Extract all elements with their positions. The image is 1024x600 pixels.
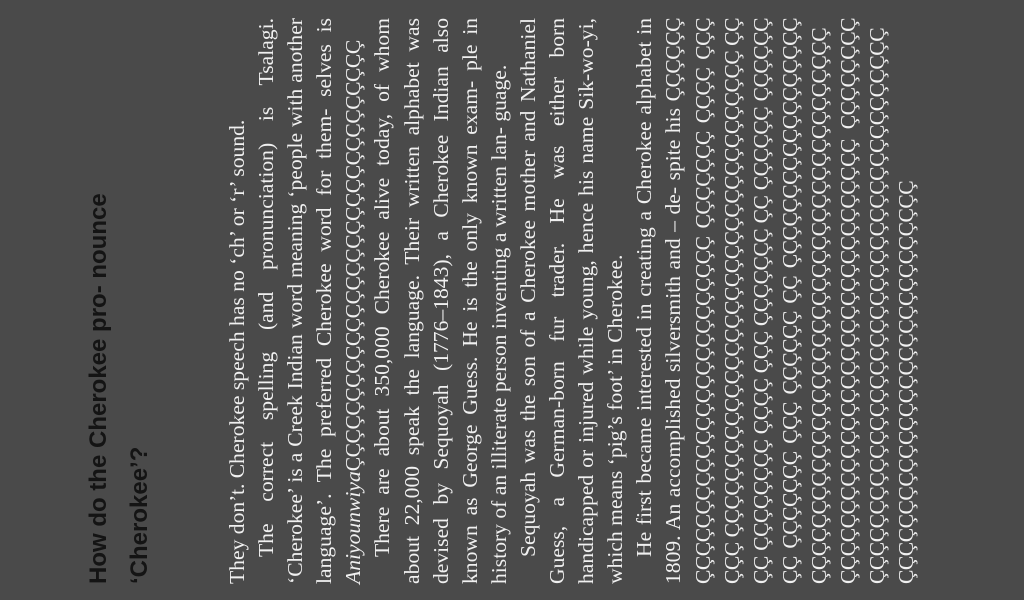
italic-term: Aniyounwiya: [341, 471, 366, 584]
paragraph-text: He first became interested in creating a Cherokee alphabet in 1809. An accomplished silversmith and – de- spite his: [632, 18, 686, 584]
paragraph-text: Sequoyah was the son of a Cherokee mother and Nathaniel Guess, a German-born fur trader. He was either born handicapped or injured while young, hence his name Sik-wo-yi, which means ‘pig’s foot’ in Cherokee.: [515, 18, 628, 584]
paragraph: [252, 18, 368, 584]
paragraph: [368, 18, 513, 584]
paragraph: [630, 18, 921, 584]
chapter-heading: How do the Cherokee pro- nounce ‘Cherokee’?: [85, 193, 153, 584]
article-body: [223, 18, 921, 584]
paragraph-text: The correct spelling (and pronunciation) is Tsalagi. ‘Cherokee’ is a Creek Indian word meaning ‘people with another language’. The preferred Cherokee word for them- selves is: [254, 18, 337, 584]
paragraph-text: There are about 350,000 Cherokee alive today, of whom about 22,000 speak the language. Their written alphabet was devised by Sequoyah (1776–1843), a Cherokee Indian also known as George Guess. He is the only known exam- ple in history of an illiterate person inventing a written lan- guage.: [370, 18, 511, 584]
garbled-glyphs: ÇÇÇÇÇÇÇÇÇÇÇÇÇÇÇÇÇÇÇÇÇÇÇÇÇÇÇÇÇÇÇ: [341, 40, 366, 472]
paragraph: [514, 18, 630, 584]
paragraph: [223, 18, 252, 584]
paragraph-text: They don’t. Cherokee speech has no ‘ch’ or ‘r’ sound.: [225, 119, 249, 584]
garbled-glyphs: ÇÇÇÇÇÇÇÇÇÇÇÇÇÇÇÇÇÇÇÇÇÇÇÇÇÇÇÇÇÇÇ ÇÇÇÇÇÇÇ ÇÇÇÇ ÇÇÇ ÇÇÇ ÇÇÇÇÇÇÇÇÇÇÇÇÇÇÇÇÇÇÇÇÇÇÇÇÇÇÇÇÇÇÇÇÇÇÇ ÇÇÇÇ ÇÇÇÇÇÇÇÇ ÇÇÇÇ ÇÇÇ ÇÇÇÇÇÇÇ ÇÇ ÇÇÇÇÇÇ ÇÇÇÇÇÇÇÇ ÇÇÇÇÇÇÇ ÇÇÇ ÇÇÇÇÇÇ ÇÇ ÇÇÇÇÇÇÇÇÇÇÇÇÇÇÇÇÇÇÇÇÇÇÇÇÇÇÇÇÇÇÇÇÇÇÇÇÇÇÇÇÇÇÇÇÇÇÇÇÇÇÇÇÇÇÇÇÇÇÇÇÇÇÇÇÇÇÇÇÇÇÇÇÇÇÇÇÇÇÇÇÇÇÇÇÇÇÇÇÇÇ ÇÇÇÇÇÇÇÇÇÇÇÇÇÇÇÇÇÇÇÇÇÇÇÇÇÇÇÇÇÇÇÇÇÇÇÇÇÇÇÇÇÇÇÇÇÇÇÇÇÇÇÇÇÇÇÇÇÇÇÇÇÇÇÇÇÇÇÇÇÇÇÇÇÇÇÇÇ: [661, 18, 919, 584]
